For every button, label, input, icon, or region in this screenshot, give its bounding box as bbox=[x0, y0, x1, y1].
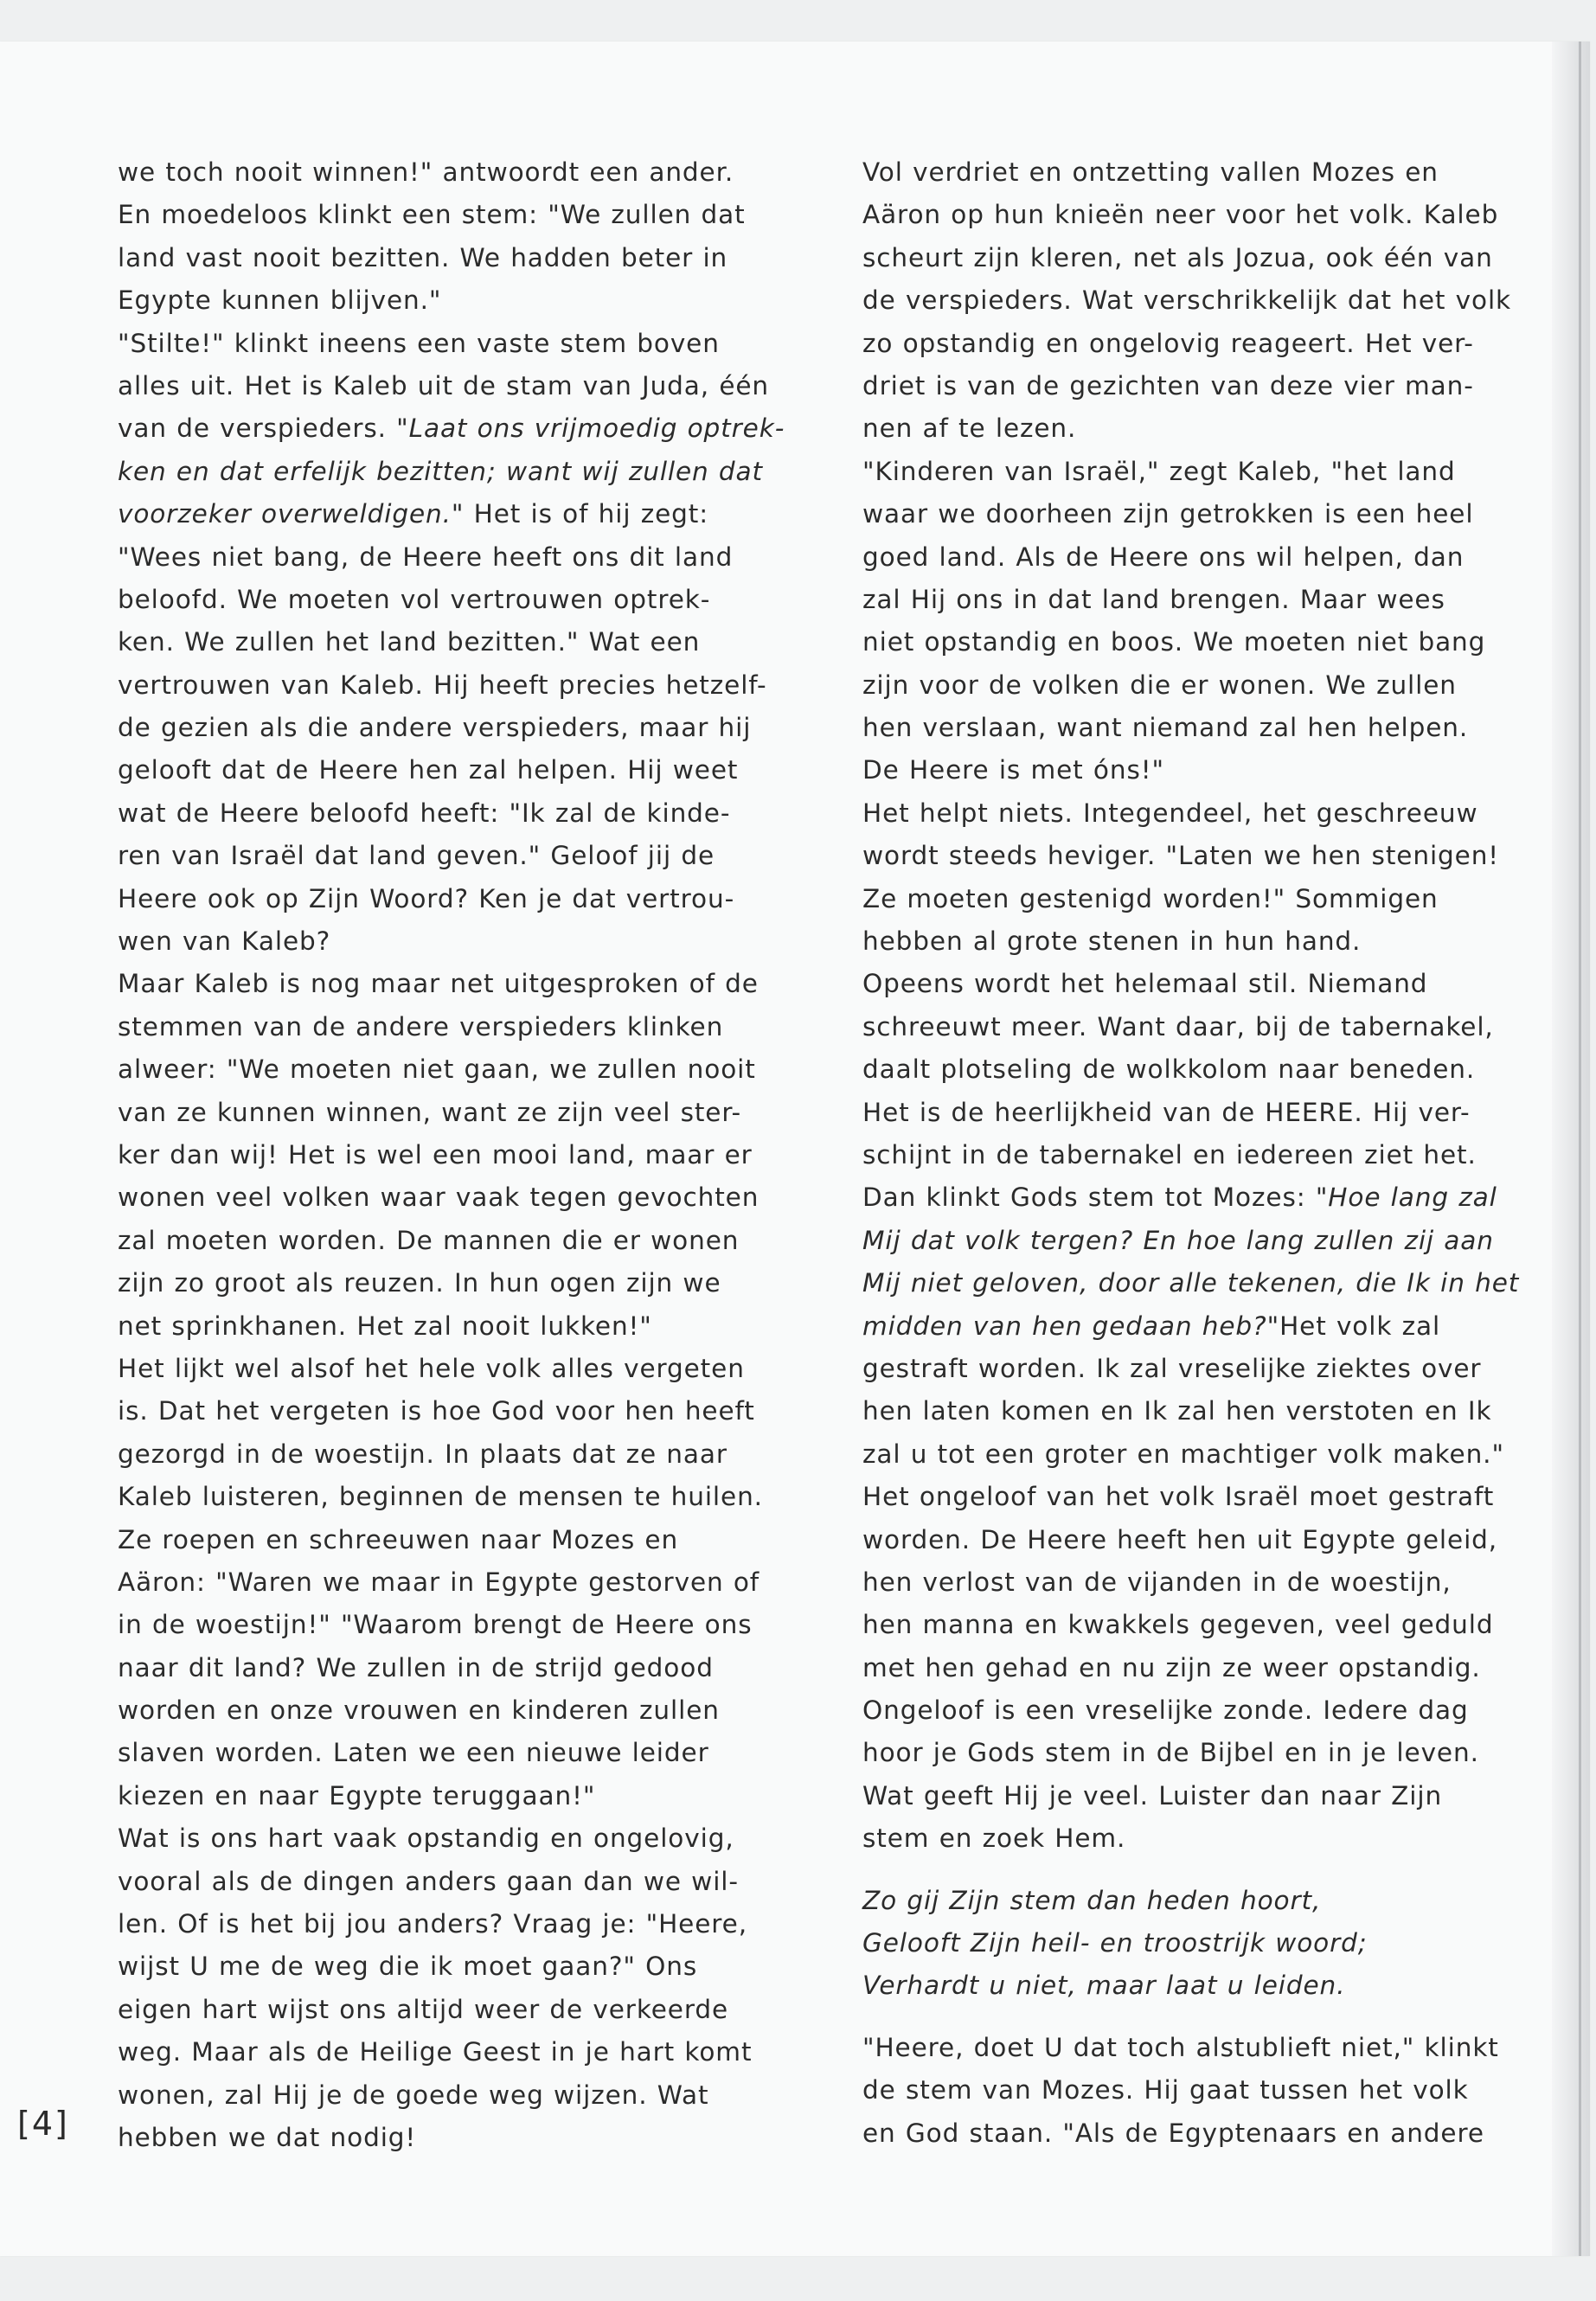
text-line: Ze moeten gestenigd worden!" Sommigen bbox=[862, 883, 1439, 913]
right-text-part-a bbox=[862, 151, 1520, 1861]
text-line: ken en dat erfelijk bezitten; want wij zullen dat bbox=[118, 456, 763, 486]
text-line: voorzeker overweldigen." Het is of hij zegt: bbox=[118, 499, 709, 529]
text-line: zal u tot een groter en machtiger volk maken." bbox=[862, 1439, 1504, 1469]
poem-line: Verhardt u niet, maar laat u leiden. bbox=[862, 1971, 1346, 2001]
text-line: hoor je Gods stem in de Bijbel en in je leven. bbox=[862, 1738, 1479, 1768]
text-line: gestraft worden. Ik zal vreselijke ziektes over bbox=[862, 1353, 1482, 1383]
text-line: alles uit. Het is Kaleb uit de stam van Juda, één bbox=[118, 370, 770, 401]
text-line: Het is de heerlijkheid van de HEERE. Hij ver- bbox=[862, 1097, 1471, 1127]
text-line: weg. Maar als de Heilige Geest in je hart komt bbox=[118, 2037, 753, 2067]
text-line: worden. De Heere heeft hen uit Egypte geleid, bbox=[862, 1524, 1498, 1554]
text-line: net sprinkhanen. Het zal nooit lukken!" bbox=[118, 1311, 652, 1341]
right-text-part-b bbox=[862, 2027, 1499, 2155]
text-line: Mij niet geloven, door alle tekenen, die Ik in het bbox=[862, 1268, 1520, 1298]
text-line: hen manna en kwakkels gegeven, veel geduld bbox=[862, 1610, 1494, 1640]
text-line: hen verlost van de vijanden in de woestijn, bbox=[862, 1567, 1452, 1597]
text-line: niet opstandig en boos. We moeten niet bang bbox=[862, 627, 1486, 657]
text-line: worden en onze vrouwen en kinderen zullen bbox=[118, 1695, 720, 1726]
poem-line: Zo gij Zijn stem dan heden hoort, bbox=[862, 1885, 1322, 1915]
text-line: Ongeloof is een vreselijke zonde. Iedere dag bbox=[862, 1695, 1469, 1726]
text-line: wen van Kaleb? bbox=[118, 926, 331, 957]
text-line: De Heere is met óns!" bbox=[862, 755, 1164, 785]
text-line: eigen hart wijst ons altijd weer de verkeerde bbox=[118, 1994, 729, 2024]
text-line: Maar Kaleb is nog maar net uitgesproken of de bbox=[118, 969, 759, 999]
text-line: "Stilte!" klinkt ineens een vaste stem boven bbox=[118, 328, 720, 358]
poem-stanza bbox=[862, 1880, 1494, 2008]
text-line: Mij dat volk tergen? En hoe lang zullen zij aan bbox=[862, 1225, 1494, 1255]
text-line: de gezien als die andere verspieders, maar hij bbox=[118, 713, 752, 743]
text-line: Het ongeloof van het volk Israël moet gestraft bbox=[862, 1482, 1495, 1512]
text-line: zo opstandig en ongelovig reageert. Het ver- bbox=[862, 328, 1474, 358]
text-line: Wat geeft Hij je veel. Luister dan naar Zijn bbox=[862, 1780, 1443, 1811]
page-edge-shadow bbox=[1552, 42, 1590, 2256]
right-text-column bbox=[862, 151, 1520, 2155]
text-line: schreeuwt meer. Want daar, bij de tabernakel, bbox=[862, 1011, 1494, 1042]
spacer bbox=[862, 2008, 1494, 2027]
text-line: de stem van Mozes. Hij gaat tussen het volk bbox=[862, 2075, 1469, 2106]
text-line: schijnt in de tabernakel en iedereen ziet het. bbox=[862, 1139, 1477, 1170]
text-line: wonen, zal Hij je de goede weg wijzen. Wat bbox=[118, 2080, 709, 2110]
text-line: En moedeloos klinkt een stem: "We zullen dat bbox=[118, 200, 746, 230]
text-line: Egypte kunnen blijven." bbox=[118, 285, 442, 316]
spacer bbox=[862, 1861, 1494, 1880]
text-line: Heere ook op Zijn Woord? Ken je dat vertrou- bbox=[118, 883, 735, 913]
text-line: ken. We zullen het land bezitten." Wat een bbox=[118, 627, 701, 657]
text-line: hebben we dat nodig! bbox=[118, 2122, 417, 2152]
text-line: waar we doorheen zijn getrokken is een heel bbox=[862, 499, 1474, 529]
text-line: Aäron op hun knieën neer voor het volk. Kaleb bbox=[862, 200, 1499, 230]
text-line: naar dit land? We zullen in de strijd gedood bbox=[118, 1652, 714, 1682]
text-line: Dan klinkt Gods stem tot Mozes: "Hoe lang zal bbox=[862, 1183, 1497, 1213]
text-line: alweer: "We moeten niet gaan, we zullen nooit bbox=[118, 1054, 756, 1085]
text-line: "Heere, doet U dat toch alstublieft niet," klinkt bbox=[862, 2032, 1499, 2062]
text-line: van ze kunnen winnen, want ze zijn veel ster- bbox=[118, 1097, 742, 1127]
text-line: de verspieders. Wat verschrikkelijk dat het volk bbox=[862, 285, 1512, 316]
text-line: driet is van de gezichten van deze vier man- bbox=[862, 370, 1474, 401]
text-line: vertrouwen van Kaleb. Hij heeft precies hetzelf- bbox=[118, 670, 767, 700]
text-line: met hen gehad en nu zijn ze weer opstandig. bbox=[862, 1652, 1481, 1682]
left-text-column bbox=[118, 151, 785, 2159]
text-line: is. Dat het vergeten is hoe God voor hen heeft bbox=[118, 1396, 755, 1426]
text-line: wat de Heere beloofd heeft: "Ik zal de kinde- bbox=[118, 798, 731, 828]
page-number: [4] bbox=[17, 2105, 69, 2143]
page-edge-line bbox=[1579, 42, 1581, 2256]
text-line: Opeens wordt het helemaal stil. Niemand bbox=[862, 969, 1428, 999]
text-line: slaven worden. Laten we een nieuwe leider bbox=[118, 1738, 709, 1768]
text-line: Het helpt niets. Integendeel, het geschreeuw bbox=[862, 798, 1478, 828]
poem-line: Gelooft Zijn heil- en troostrijk woord; bbox=[862, 1928, 1368, 1958]
text-line: goed land. Als de Heere ons wil helpen, dan bbox=[862, 542, 1465, 572]
text-line: Kaleb luisteren, beginnen de mensen te huilen. bbox=[118, 1482, 763, 1512]
text-line: land vast nooit bezitten. We hadden beter in bbox=[118, 242, 728, 272]
text-line: beloofd. We moeten vol vertrouwen optrek- bbox=[118, 584, 711, 614]
text-line: daalt plotseling de wolkkolom naar beneden. bbox=[862, 1054, 1476, 1085]
text-line: Wat is ons hart vaak opstandig en ongelovig, bbox=[118, 1823, 734, 1854]
text-line: zijn voor de volken die er wonen. We zullen bbox=[862, 670, 1457, 700]
text-line: ren van Israël dat land geven." Geloof jij de bbox=[118, 841, 715, 871]
text-line: scheurt zijn kleren, net als Jozua, ook één van bbox=[862, 242, 1493, 272]
text-line: "Wees niet bang, de Heere heeft ons dit land bbox=[118, 542, 734, 572]
text-line: wijst U me de weg die ik moet gaan?" Ons bbox=[118, 1952, 698, 1982]
text-line: vooral als de dingen anders gaan dan we wil- bbox=[118, 1866, 739, 1896]
text-line: en God staan. "Als de Egyptenaars en andere bbox=[862, 2118, 1484, 2148]
text-line: hebben al grote stenen in hun hand. bbox=[862, 926, 1362, 957]
text-line: zal Hij ons in dat land brengen. Maar wees bbox=[862, 584, 1445, 614]
text-line: van de verspieders. "Laat ons vrijmoedig optrek- bbox=[118, 413, 785, 444]
text-line: hen verslaan, want niemand zal hen helpen. bbox=[862, 713, 1469, 743]
text-line: we toch nooit winnen!" antwoordt een ander. bbox=[118, 157, 734, 187]
text-line: midden van hen gedaan heb?"Het volk zal bbox=[862, 1311, 1441, 1341]
text-line: "Kinderen van Israël," zegt Kaleb, "het land bbox=[862, 456, 1456, 486]
text-line: gelooft dat de Heere hen zal helpen. Hij weet bbox=[118, 755, 739, 785]
text-line: wordt steeds heviger. "Laten we hen stenigen! bbox=[862, 841, 1500, 871]
text-line: zijn zo groot als reuzen. In hun ogen zijn we bbox=[118, 1268, 721, 1298]
text-line: Ze roepen en schreeuwen naar Mozes en bbox=[118, 1524, 679, 1554]
text-line: nen af te lezen. bbox=[862, 413, 1077, 444]
text-line: zal moeten worden. De mannen die er wonen bbox=[118, 1225, 740, 1255]
text-line: in de woestijn!" "Waarom brengt de Heere ons bbox=[118, 1610, 753, 1640]
text-line: hen laten komen en Ik zal hen verstoten en Ik bbox=[862, 1396, 1492, 1426]
text-line: Vol verdriet en ontzetting vallen Mozes en bbox=[862, 157, 1439, 187]
text-line: stem en zoek Hem. bbox=[862, 1823, 1126, 1854]
text-line: stemmen van de andere verspieders klinken bbox=[118, 1011, 724, 1042]
text-line: ker dan wij! Het is wel een mooi land, maar er bbox=[118, 1139, 753, 1170]
text-line: len. Of is het bij jou anders? Vraag je: "Heere, bbox=[118, 1909, 747, 1939]
text-line: kiezen en naar Egypte teruggaan!" bbox=[118, 1780, 596, 1811]
text-line: Het lijkt wel alsof het hele volk alles vergeten bbox=[118, 1353, 745, 1383]
text-line: gezorgd in de woestijn. In plaats dat ze naar bbox=[118, 1439, 727, 1469]
text-line: Aäron: "Waren we maar in Egypte gestorven of bbox=[118, 1567, 760, 1597]
text-line: wonen veel volken waar vaak tegen gevochten bbox=[118, 1183, 760, 1213]
